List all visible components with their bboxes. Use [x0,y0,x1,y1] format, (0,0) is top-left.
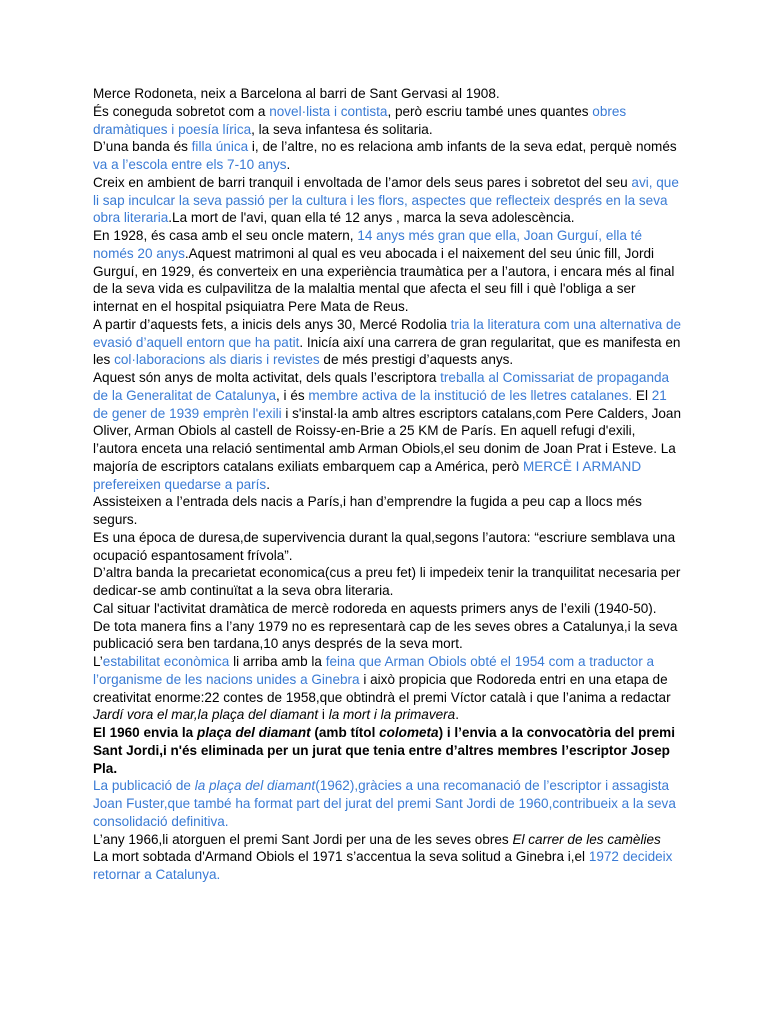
highlighted-text: filla única [191,139,249,155]
paragraph [93,227,683,316]
paragraph [93,777,683,830]
highlighted-text: 21 de gener de 1939 emprèn l'exili [93,387,667,421]
text-run: , la seva infantesa és solitaria. [251,121,433,137]
highlighted-text: novel·lista i contista [269,103,388,119]
text-run: La mort sobtada d'Armand Obiols el 1971 s’accentua la seva solitud a Ginebra i,el [93,849,589,865]
paragraph [93,138,683,174]
paragraph [93,724,683,777]
paragraph [93,600,683,618]
text-run: .La mort de l'avi, quan ella té 12 anys , marca la seva adolescència. [168,210,575,226]
text-run: Merce Rodoneta, neix a Barcelona al barri de Sant Gervasi al 1908. [93,86,500,101]
text-run: (amb títol [310,725,380,740]
highlighted-text: treballa al Comissariat de propaganda de la Generalitat de Catalunya [93,370,670,403]
text-run: Jardí vora el mar,la plaça del diamant [93,707,319,723]
paragraph [93,316,683,369]
text-run: Aquest són anys de molta activitat, dels quals l’escriptora [93,370,441,385]
paragraph [93,564,683,600]
text-run: colometa [379,725,439,740]
text-run: ) i l’envia a la convocatòria del premi Sant Jordi,i n'és eliminada per un jurat que tenia entre d’altres membres l’escriptor Josep Pla. [93,725,675,776]
text-run: El [632,387,652,403]
text-run: li arriba amb la [229,654,326,669]
text-run: El 1960 envia la [93,725,197,740]
highlighted-text: 14 anys més gran que ella, Joan Gurguí, ella té només 20 anys [93,228,642,261]
highlighted-text: estabilitat econòmica [102,654,230,669]
text-run: , i és [276,387,309,403]
text-run: En 1928, és casa amb el seu oncle matern, [93,228,358,243]
text-run: D’una banda és [93,139,192,155]
paragraph [93,493,683,529]
highlighted-text: feina que Arman Obiols obté el 1954 com a traductor a l’organisme de les nacions unides a Ginebra [93,654,655,687]
text-run: Creix en ambient de barri tranquil i envoltada de l’amor dels seus pares i sobretot del seu [93,174,632,190]
text-run: . [286,157,291,172]
text-run: . [266,476,270,492]
highlighted-text: avi, que li sap inculcar la seva passió per la cultura i les flors, aspectes que reflecteix després en la seva obra literaria [93,174,679,226]
highlighted-text: va a l’escola entre els 7-10 anys [93,157,287,172]
text-run: i [318,707,329,723]
text-run: la mort i la primavera [328,707,456,723]
text-run: Cal situar l'activitat dramàtica de mercè rodoreda en aquests primers anys de l’exili (1940-50). [93,600,657,616]
text-run: Assisteixen a l’entrada dels nacis a París,i han d’emprendre la fugida a peu cap a llocs més segurs. [93,494,642,527]
text-run: A partir d’aquests fets, a inicis dels anys 30, Mercé Rodolia [93,316,451,332]
paragraph [93,174,683,227]
highlighted-text: (1962),gràcies a una recomanació de l’escriptor i assagista Joan Fuster,que també ha format part del jurat del premi Sant Jordi de 1960,contribueix a la seva consolidació definitiva. [93,778,676,829]
text-run: .Aquest matrimoni al qual es veu abocada i el naixement del seu únic fill, Jordi Gurguí, en 1929, és converteix en una experiència traumàtica per a l’autora, i encara més al final de la seva vida es culpavilitza de la malaltia mental que afecta el seu fill i què l'obliga a ser internat en el hospital psiquiatra Pere Mata de Reus. [93,245,675,314]
paragraph [93,103,683,139]
text-run: , però escriu també unes quantes [387,103,593,119]
text-run: i s'instal·la amb altres escriptors catalans,com Pere Calders, Joan Oliver, Arman Obiols al castell de Roissy-en-Brie a 25 KM de París. En aquell refugi d'exili, l’autora enceta una relació sentimental amb Arman Obiols,el seu donim de Joan Prat i Esteve. La majoría de escriptors catalans exiliats embarquem cap a América, però [93,405,681,474]
highlighted-text: 1972 decideix retornar a Catalunya. [93,849,673,882]
highlighted-text: MERCÈ I ARMAND prefereixen quedarse a parís [93,458,642,492]
paragraph [93,831,683,849]
text-run: De tota manera fins a l’any 1979 no es representarà cap de les seves obres a Catalunya,i la seva publicació sera ben tardana,10 anys després de la seva mort. [93,618,678,652]
paragraph [93,369,683,493]
paragraph [93,85,683,103]
highlighted-text: col·laboracions als diaris i revistes [114,352,320,368]
paragraph [93,848,683,884]
text-run: És coneguda sobretot com a [93,103,270,119]
text-run: i, de l’altre, no es relaciona amb infants de la seva edat, perquè només [248,139,677,155]
highlighted-text: tria la literatura com una alternativa de evasió d’aquell entorn que ha patit [93,316,682,350]
text-run: . Inicía així una carrera de gran regularitat, que es manifesta en les [93,334,681,368]
text-run: . [455,707,459,723]
document-body [93,85,683,884]
text-run: i això propicia que Rodoreda entri en una etapa de creativitat enorme:22 contes de 1958,que obtindrà el premi Víctor català i que l’anima a redactar [93,671,671,705]
highlighted-text: membre activa de la institució de les lletres catalanes. [308,387,633,403]
highlighted-text: La publicació de [93,778,195,794]
highlighted-text: la plaça del diamant [194,778,316,794]
text-run: D’altra banda la precarietat economica(cus a preu fet) li impedeix tenir la tranquilitat necesaria per dedicar-se amb continuïtat a la seva obra literaria. [93,565,681,598]
text-run: L’ [93,654,103,669]
text-run: plaça del diamant [196,725,311,740]
paragraph [93,618,683,654]
paragraph [93,653,683,724]
text-run: El carrer de les camèlies [512,831,661,847]
text-run: L’any 1966,li atorguen el premi Sant Jordi per una de les seves obres [93,831,513,847]
paragraph [93,529,683,565]
text-run: Es una época de duresa,de supervivencia durant la qual,segons l’autora: “escriure semblava una ocupació espantosament frívola”. [93,529,676,563]
highlighted-text: obres dramàtiques i poesía lírica [93,103,627,137]
text-run: de més prestigi d’aquests anys. [319,352,514,368]
